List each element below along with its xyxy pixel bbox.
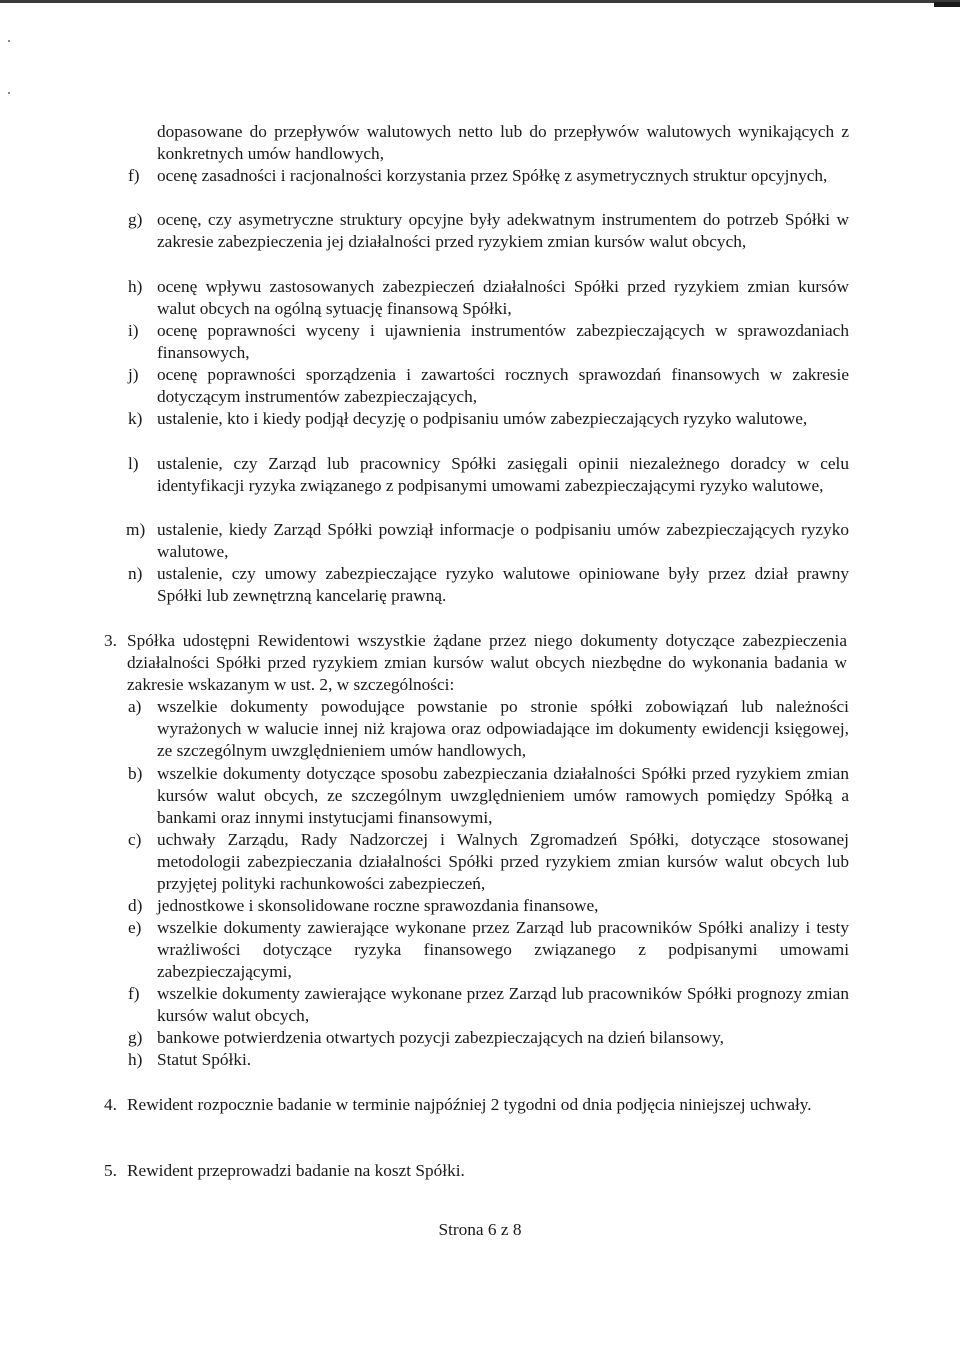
numbered-paragraph-4 (104, 1094, 847, 1116)
numbered-paragraph-3 (104, 630, 847, 696)
list-item (128, 563, 849, 607)
scan-top-rule-end (934, 2, 960, 7)
list-item-label: m) (126, 520, 146, 539)
list-item-text: ustalenie, kiedy Zarząd Spółki powziął informacje o podpisaniu umów zabezpieczających ryzyko walutowe, (157, 520, 849, 561)
paragraph-text: Rewident rozpocznie badanie w terminie najpóźniej 2 tygodni od dnia podjęcia niniejszej uchwały. (127, 1095, 812, 1114)
list-item-label: e) (128, 918, 142, 937)
list-item (128, 364, 849, 408)
list-item-label: k) (128, 409, 143, 428)
list-item-text: bankowe potwierdzenia otwartych pozycji zabezpieczających na dzień bilansowy, (157, 1028, 724, 1047)
list-item (128, 453, 849, 497)
list-item-text: ocenę zasadności i racjonalności korzystania przez Spółkę z asymetrycznych struktur opcyjnych, (157, 166, 828, 185)
list-item-text: wszelkie dokumenty zawierające wykonane przez Zarząd lub pracowników Spółki analizy i testy wrażliwości dotyczące ryzyka finansowego związanego z podpisanymi umowami zabezpieczającymi, (157, 918, 849, 981)
list-item-label: n) (128, 564, 143, 583)
page-number-footer: Strona 6 z 8 (438, 1220, 522, 1239)
continuation-text: dopasowane do przepływów walutowych netto lub do przepływów walutowych wynikających z konkretnych umów handlowych, (157, 122, 849, 163)
list-item-text: wszelkie dokumenty zawierające wykonane przez Zarząd lub pracowników Spółki prognozy zmian kursów walut obcych, (157, 984, 849, 1025)
list-item (128, 165, 849, 187)
list-item (128, 829, 849, 895)
paragraph-number: 5. (104, 1161, 117, 1180)
list-item-text: ocenę wpływu zastosowanych zabezpieczeń działalności Spółki przed ryzykiem zmian kursów walut obcych na ogólną sytuację finansową Spółki, (157, 277, 849, 318)
list-item-label: g) (128, 210, 143, 229)
list-item-label: a) (128, 697, 142, 716)
paragraph-number: 4. (104, 1095, 117, 1114)
list-item-text: uchwały Zarządu, Rady Nadzorczej i Walnych Zgromadzeń Spółki, dotyczące stosowanej metodologii zabezpieczania działalności Spółki przed ryzykiem zmian kursów walut obcych lub przyjętej polityki rachunkowości zabezpieczeń, (157, 830, 849, 893)
list-item-label: f) (128, 166, 140, 185)
list-item (126, 519, 849, 563)
list-item-label: b) (128, 764, 143, 783)
list-item-label: h) (128, 1050, 143, 1069)
list-item (128, 408, 849, 430)
list-item (128, 696, 849, 762)
list-item-label: l) (128, 454, 139, 473)
list-item (128, 763, 849, 829)
list-item-label: c) (128, 830, 142, 849)
list-item (128, 276, 849, 320)
list-item-text: ocenę, czy asymetryczne struktury opcyjne były adekwatnym instrumentem do potrzeb Spółki w zakresie zabezpieczenia jej działalności przed ryzykiem zmian kursów walut obcych, (157, 210, 849, 251)
list-item-label: d) (128, 896, 143, 915)
list-item-label: i) (128, 321, 139, 340)
list-item-text: jednostkowe i skonsolidowane roczne sprawozdania finansowe, (157, 896, 599, 915)
scan-mark (8, 40, 10, 42)
list-item-text: ustalenie, kto i kiedy podjął decyzję o podpisaniu umów zabezpieczających ryzyko walutowe, (157, 409, 808, 428)
list-item-label: h) (128, 277, 143, 296)
list-item (128, 895, 849, 917)
list-item-text: wszelkie dokumenty dotyczące sposobu zabezpieczania działalności Spółki przed ryzykiem zmian kursów walut obcych, ze szczególnym uwzględnieniem umów ramowych pomiędzy Spółką a bankami oraz innymi instytucjami finansowymi, (157, 764, 849, 827)
list-item-text: ustalenie, czy umowy zabezpieczające ryzyko walutowe opiniowane były przez dział prawny Spółki lub zewnętrzną kancelarię prawną. (157, 564, 849, 605)
numbered-paragraph-5 (104, 1160, 847, 1182)
list-item (128, 917, 849, 983)
list-item-text: wszelkie dokumenty powodujące powstanie po stronie spółki zobowiązań lub należności wyrażonych w walucie innej niż krajowa oraz odpowiadające im dokumenty ewidencji księgowej, ze szczególnym uwzględnieniem umów handlowych, (157, 697, 849, 760)
list-item (128, 1027, 849, 1049)
list-item (128, 983, 849, 1027)
list-item-text: Statut Spółki. (157, 1050, 252, 1069)
list-item-label: f) (128, 984, 140, 1003)
list-item-text: ustalenie, czy Zarząd lub pracownicy Spółki zasięgali opinii niezależnego doradcy w celu identyfikacji ryzyka związanego z podpisanymi umowami zabezpieczającymi ryzyko walutowe, (157, 454, 849, 495)
paragraph-text: Rewident przeprowadzi badanie na koszt Spółki. (127, 1161, 465, 1180)
list-item-text: ocenę poprawności wyceny i ujawnienia instrumentów zabezpieczających w sprawozdaniach finansowych, (157, 321, 849, 362)
list-item (128, 1049, 849, 1071)
list-item-text: ocenę poprawności sporządzenia i zawartości rocznych sprawozdań finansowych w zakresie dotyczącym instrumentów zabezpieczających, (157, 365, 849, 406)
list-item (128, 209, 849, 253)
scan-top-rule (0, 0, 960, 3)
list-item-label: g) (128, 1028, 143, 1047)
paragraph-number: 3. (104, 631, 117, 650)
list-item-label: j) (128, 365, 139, 384)
continuation-paragraph (157, 121, 849, 165)
paragraph-text: Spółka udostępni Rewidentowi wszystkie żądane przez niego dokumenty dotyczące zabezpieczenia działalności Spółki przed ryzykiem zmian kursów walut obcych niezbędne do wykonania badania w zakresie wskazanym w ust. 2, w szczególności: (127, 631, 847, 694)
scan-mark (8, 92, 10, 94)
list-item (128, 320, 849, 364)
